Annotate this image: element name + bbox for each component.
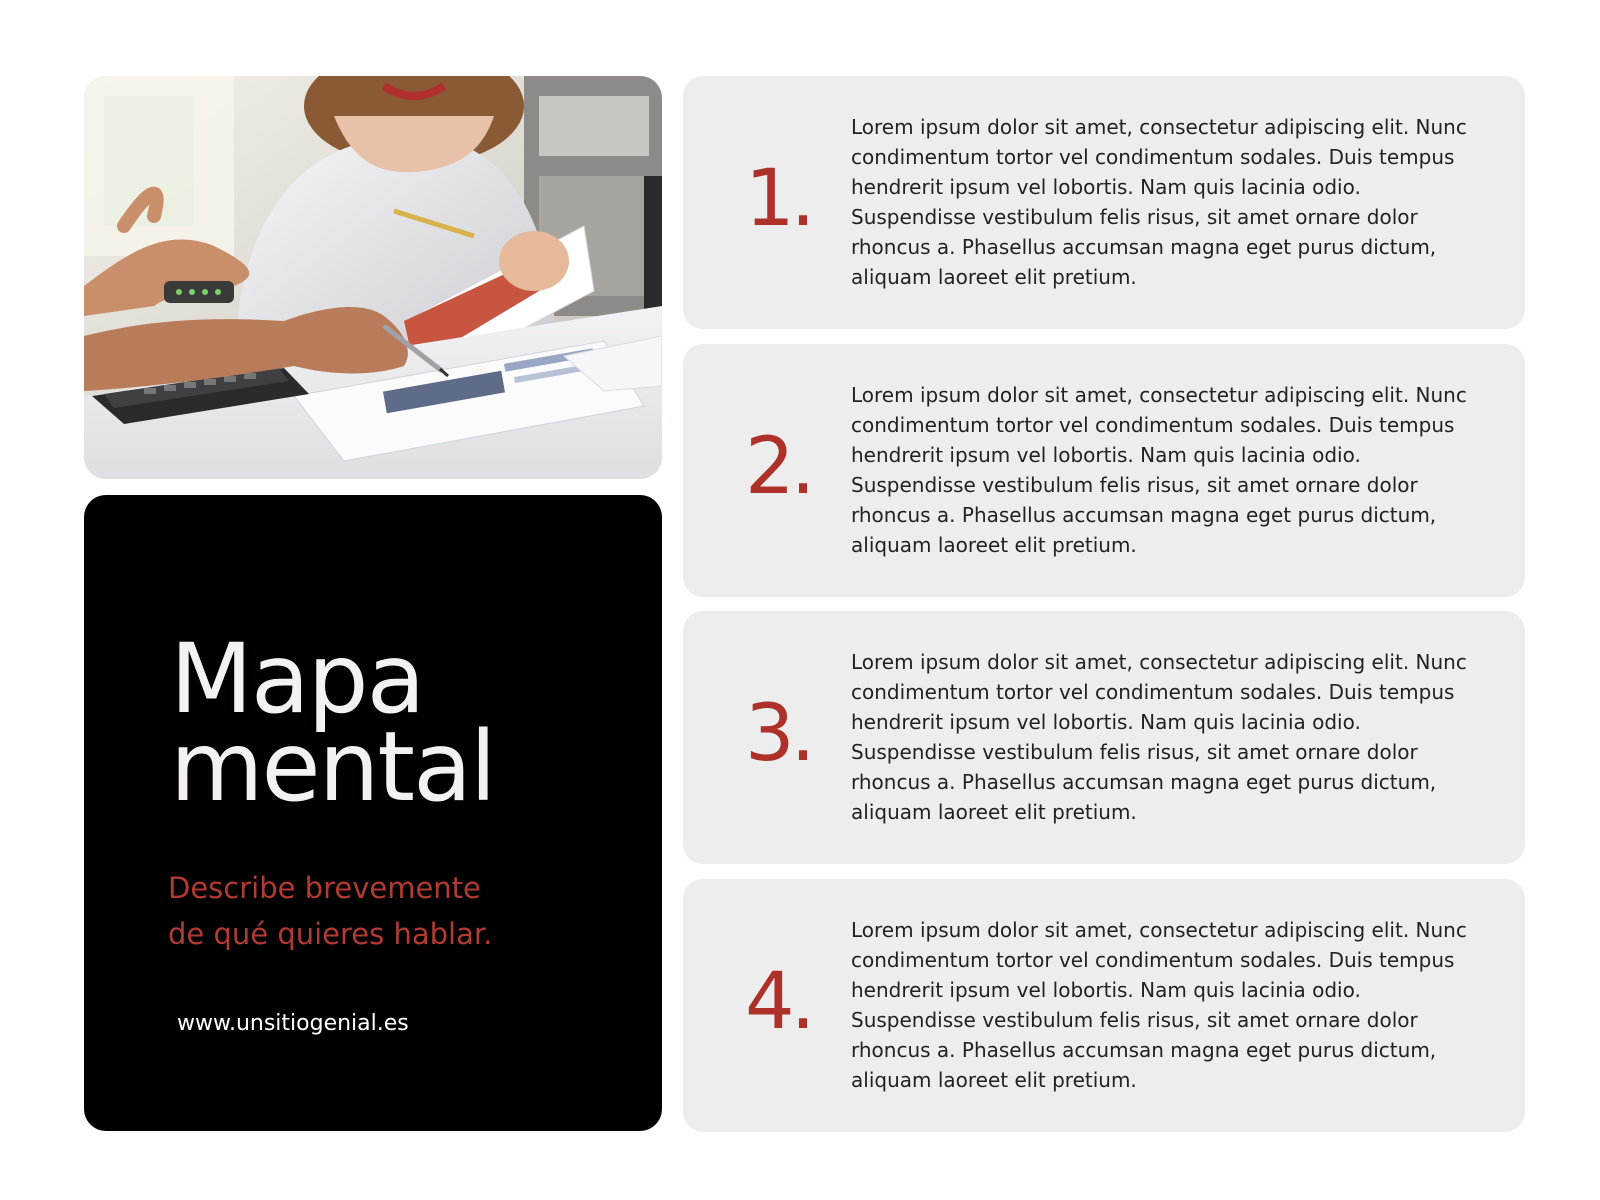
website-link[interactable]: www.unsitiogenial.es xyxy=(177,1011,409,1036)
page-title xyxy=(170,623,495,823)
item-text: Lorem ipsum dolor sit amet, consectetur adipiscing elit. Nunc condimentum tortor vel condimentum sodales. Duis tempus hendrerit ipsum vel lobortis. Nam quis lacinia odio. Suspendisse vestibulum felis risus, sit amet ornare dolor rhoncus a. Phasellus accumsan magna eget purus dictum, aliquam laoreet elit pretium. xyxy=(851,115,1467,289)
title-line-1: Mapa xyxy=(170,623,424,735)
subtitle-line-1: Describe brevemente xyxy=(168,871,481,905)
item-number: 1. xyxy=(745,154,812,244)
item-number: 3. xyxy=(745,689,812,779)
title-card xyxy=(84,495,662,1131)
list-item-2 xyxy=(683,344,1525,597)
subtitle xyxy=(168,865,608,957)
item-number: 2. xyxy=(745,422,812,512)
item-text: Lorem ipsum dolor sit amet, consectetur adipiscing elit. Nunc condimentum tortor vel condimentum sodales. Duis tempus hendrerit ipsum vel lobortis. Nam quis lacinia odio. Suspendisse vestibulum felis risus, sit amet ornare dolor rhoncus a. Phasellus accumsan magna eget purus dictum, aliquam laoreet elit pretium. xyxy=(851,650,1467,824)
item-number: 4. xyxy=(745,957,812,1047)
list-item-3 xyxy=(683,611,1525,864)
list-item-1 xyxy=(683,76,1525,329)
subtitle-line-2: de qué quieres hablar. xyxy=(168,917,493,951)
office-meeting-photo xyxy=(84,76,662,479)
title-line-2: mental xyxy=(170,711,495,823)
item-text: Lorem ipsum dolor sit amet, consectetur adipiscing elit. Nunc condimentum tortor vel condimentum sodales. Duis tempus hendrerit ipsum vel lobortis. Nam quis lacinia odio. Suspendisse vestibulum felis risus, sit amet ornare dolor rhoncus a. Phasellus accumsan magna eget purus dictum, aliquam laoreet elit pretium. xyxy=(851,383,1467,557)
item-text: Lorem ipsum dolor sit amet, consectetur adipiscing elit. Nunc condimentum tortor vel condimentum sodales. Duis tempus hendrerit ipsum vel lobortis. Nam quis lacinia odio. Suspendisse vestibulum felis risus, sit amet ornare dolor rhoncus a. Phasellus accumsan magna eget purus dictum, aliquam laoreet elit pretium. xyxy=(851,918,1467,1092)
list-item-4 xyxy=(683,879,1525,1132)
office-meeting-illustration xyxy=(84,76,662,479)
